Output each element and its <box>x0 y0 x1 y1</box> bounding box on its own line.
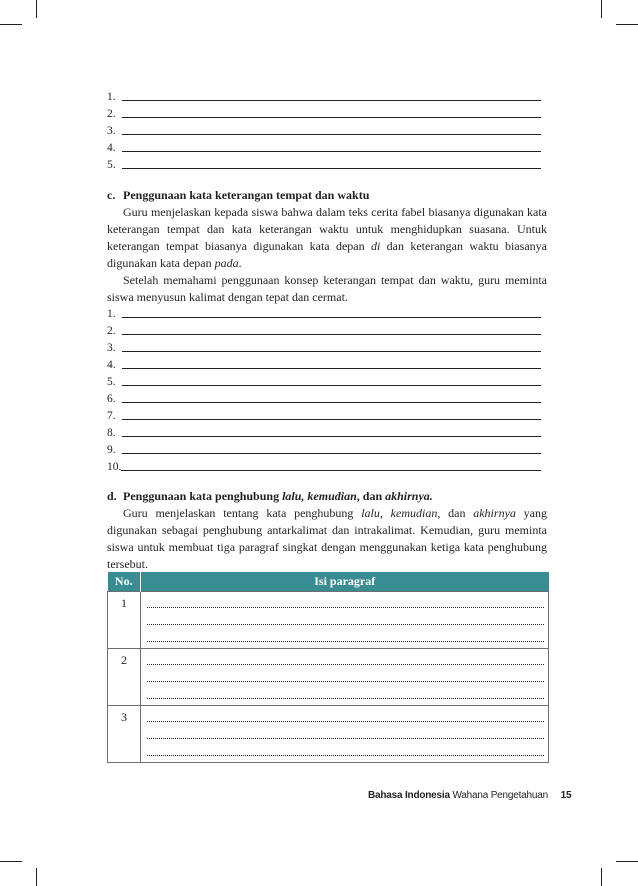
crop-mark <box>36 868 37 886</box>
paragraph-answer-field[interactable] <box>141 592 549 649</box>
answer-line[interactable]: 2. <box>107 106 547 122</box>
answer-line[interactable]: 1. <box>107 306 547 322</box>
crop-mark <box>601 0 602 18</box>
row-number: 2 <box>108 649 141 706</box>
answer-line[interactable]: 2. <box>107 323 547 339</box>
crop-mark <box>36 0 37 18</box>
answer-line[interactable]: 4. <box>107 357 547 373</box>
answer-line[interactable]: 3. <box>107 123 547 139</box>
table-row <box>108 706 549 763</box>
paragraph-table <box>107 572 549 763</box>
table-header <box>108 572 549 592</box>
page-number: 15 <box>560 790 572 801</box>
column-header-isi: Isi paragraf <box>141 572 549 592</box>
page-footer <box>368 790 571 801</box>
column-header-no: No. <box>108 572 141 592</box>
section-d-paragraph: Guru menjelaskan tentang kata penghubung lalu, kemudian, dan akhirnya yang digunakan sebagai penghubung antarkalimat dan intrakalimat. Kemudian, guru meminta siswa untuk membuat tiga paragraf singkat dengan menggunakan ketiga kata penghubung tersebut. <box>107 506 548 571</box>
answer-line[interactable]: 5. <box>107 374 547 390</box>
table-row <box>108 649 549 706</box>
table-row <box>108 592 549 649</box>
crop-mark <box>616 24 638 25</box>
crop-mark <box>0 24 22 25</box>
answer-line[interactable]: 9. <box>107 442 547 458</box>
answer-line[interactable]: 4. <box>107 140 547 156</box>
row-number: 3 <box>108 706 141 763</box>
crop-mark <box>0 861 22 862</box>
row-number: 1 <box>108 592 141 649</box>
section-c-paragraph-1: Guru menjelaskan kepada siswa bahwa dalam teks cerita fabel biasanya digunakan kata keterangan tempat dan kata keterangan waktu untuk menghidupkan suasana. Untuk keterangan tempat biasanya digunakan kata depan di dan keterangan waktu biasanya digunakan kata depan pada. <box>107 205 547 270</box>
paragraph-answer-field[interactable] <box>141 649 549 706</box>
answer-line[interactable]: 3. <box>107 340 547 356</box>
answer-line[interactable]: 10. <box>107 459 547 475</box>
answer-line[interactable]: 1. <box>107 89 547 105</box>
answer-line[interactable]: 6. <box>107 391 547 407</box>
paragraph-answer-field[interactable] <box>141 706 549 763</box>
section-d-heading: d. Penggunaan kata penghubung lalu, kemudian, dan akhirnya. <box>107 489 433 503</box>
answer-line[interactable]: 8. <box>107 425 547 441</box>
answer-line[interactable]: 7. <box>107 408 547 424</box>
crop-mark <box>616 861 638 862</box>
section-c-heading: c. Penggunaan kata keterangan tempat dan waktu <box>107 188 370 202</box>
section-c-paragraph-2: Setelah memahami penggunaan konsep keterangan tempat dan waktu, guru meminta siswa menyusun kalimat dengan tepat dan cermat. <box>107 273 547 304</box>
answer-line[interactable]: 5. <box>107 157 547 173</box>
book-title: Bahasa Indonesia <box>368 790 450 801</box>
book-subtitle: Wahana Pengetahuan <box>452 790 548 801</box>
crop-mark <box>601 868 602 886</box>
